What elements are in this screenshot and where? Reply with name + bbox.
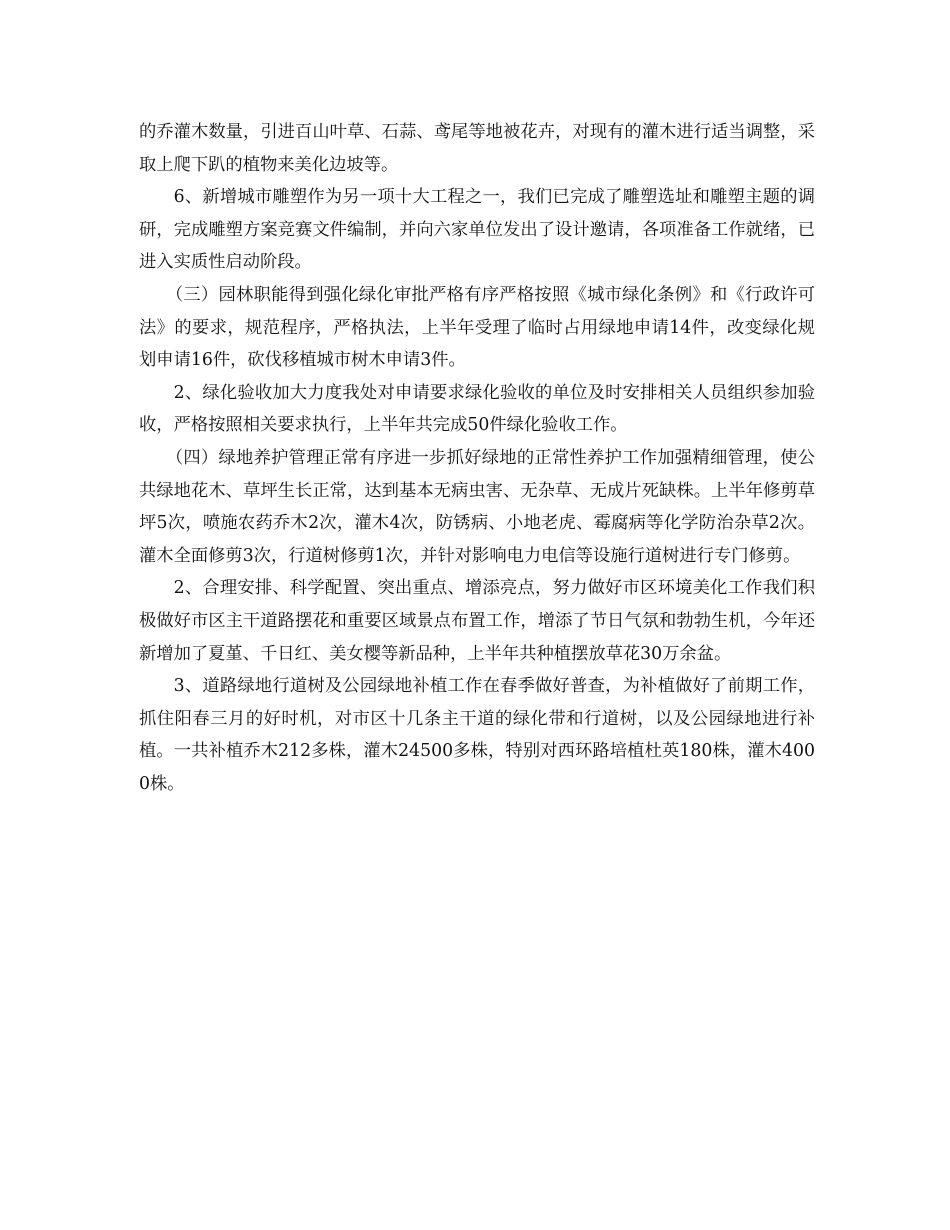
paragraph-section-4-maintenance: （四）绿地养护管理正常有序进一步抓好绿地的正常性养护工作加强精细管理，使公共绿地花木、草坪生长正常，达到基本无病虫害、无杂草、无成片死缺株。上半年修剪草坪5次，喷施农药乔木2次，灌木4次，防锈病、小地老虎、霉腐病等化学防治杂草2次。灌木全面修剪3次，行道树修剪1次，并针对影响电力电信等设施行道树进行专门修剪。 xyxy=(139,447,815,566)
paragraph-item-2-beautification: 2、合理安排、科学配置、突出重点、增添亮点，努力做好市区环境美化工作我们积极做好市区主干道路摆花和重要区域景点布置工作，增添了节日气氛和勃勃生机，今年还新增加了夏堇、千日红、美女樱等新品种，上半年共种植摆放草花30万余盆。 xyxy=(139,578,815,664)
document-body xyxy=(139,116,815,800)
paragraph-continued: 的乔灌木数量，引进百山叶草、石蒜、鸢尾等地被花卉，对现有的灌木进行适当调整，采取上爬下趴的植物来美化边坡等。 xyxy=(139,122,815,175)
paragraph-item-6-sculpture: 6、新增城市雕塑作为另一项十大工程之一，我们已完成了雕塑选址和雕塑主题的调研，完成雕塑方案竞赛文件编制，并向六家单位发出了设计邀请，各项准备工作就绪，已进入实质性启动阶段。 xyxy=(139,187,815,273)
paragraph-item-2-acceptance: 2、绿化验收加大力度我处对申请要求绿化验收的单位及时安排相关人员组织参加验收，严格按照相关要求执行，上半年共完成50件绿化验收工作。 xyxy=(139,382,815,436)
paragraph-item-3-replanting: 3、道路绿地行道树及公园绿地补植工作在春季做好普查，为补植做好了前期工作，抓住阳春三月的好时机，对市区十几条主干道的绿化带和行道树，以及公园绿地进行补植。一共补植乔木212多株，灌木24500多株，特别对西环路培植杜英180株，灌木4000株。 xyxy=(139,676,815,794)
paragraph-section-3-approval: （三）园林职能得到强化绿化审批严格有序严格按照《城市绿化条例》和《行政许可法》的要求，规范程序，严格执法，上半年受理了临时占用绿地申请14件，改变绿化规划申请16件，砍伐移植城市树木申请3件。 xyxy=(139,284,815,371)
